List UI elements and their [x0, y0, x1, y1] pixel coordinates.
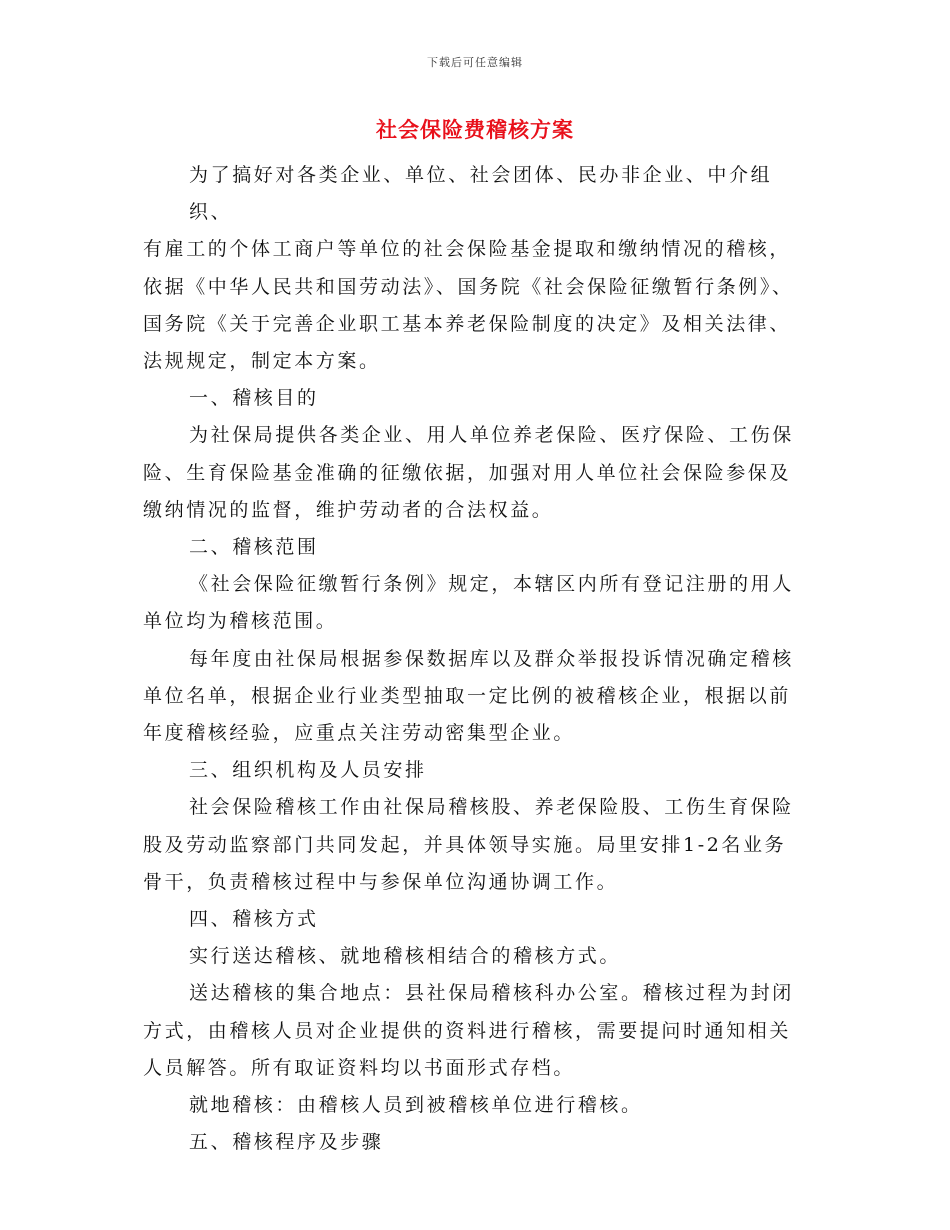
section-heading: 三、组织机构及人员安排	[189, 759, 427, 782]
section-heading: 四、稽核方式	[189, 908, 319, 931]
paragraph-line: 《社会保险征缴暂行条例》规定，本辖区内所有登记注册的用人	[189, 573, 794, 596]
paragraph-line: 实行送达稽核、就地稽核相结合的稽核方式。	[189, 945, 622, 968]
paragraph-line: 缴纳情况的监督，维护劳动者的合法权益。	[143, 498, 554, 521]
paragraph-line: 方式，由稽核人员对企业提供的资料进行稽核，需要提问时通知相关	[143, 1019, 792, 1042]
paragraph-line: 国务院《关于完善企业职工基本养老保险制度的决定》及相关法律、	[143, 312, 792, 335]
paragraph-line: 骨干，负责稽核过程中与参保单位沟通协调工作。	[143, 870, 619, 893]
document-title: 社会保险费稽核方案	[376, 118, 574, 142]
paragraph-line: 单位名单，根据企业行业类型抽取一定比例的被稽核企业，根据以前	[143, 684, 792, 707]
paragraph-line: 年度稽核经验，应重点关注劳动密集型企业。	[143, 722, 576, 745]
paragraph-line: 有雇工的个体工商户等单位的社会保险基金提取和缴纳情况的稽核，	[143, 238, 792, 261]
paragraph-line: 送达稽核的集合地点：县社保局稽核科办公室。稽核过程为封闭	[189, 982, 794, 1005]
paragraph-line: 为社保局提供各类企业、用人单位养老保险、医疗保险、工伤保	[189, 424, 794, 447]
section-heading: 二、稽核范围	[189, 536, 319, 559]
paragraph-line: 为了搞好对各类企业、单位、社会团体、民办非企业、中介组织、	[189, 164, 773, 224]
document-body	[143, 157, 808, 1161]
section-heading: 五、稽核程序及步骤	[189, 1131, 384, 1154]
header-note: 下载后可任意编辑	[427, 56, 523, 69]
paragraph-line: 人员解答。所有取证资料均以书面形式存档。	[143, 1056, 576, 1079]
paragraph-line: 依据《中华人民共和国劳动法》、国务院《社会保险征缴暂行条例》、	[143, 275, 794, 298]
paragraph-line: 社会保险稽核工作由社保局稽核股、养老保险股、工伤生育保险	[189, 796, 794, 819]
paragraph-line: 就地稽核：由稽核人员到被稽核单位进行稽核。	[189, 1094, 643, 1117]
paragraph-line: 股及劳动监察部门共同发起，并具体领导实施。局里安排1-2名业务	[143, 833, 787, 856]
paragraph-line: 险、生育保险基金准确的征缴依据，加强对用人单位社会保险参保及	[143, 461, 792, 484]
section-heading: 一、稽核目的	[189, 387, 319, 410]
paragraph-line: 每年度由社保局根据参保数据库以及群众举报投诉情况确定稽核	[189, 647, 794, 670]
paragraph-line: 法规规定，制定本方案。	[143, 350, 381, 373]
paragraph-line: 单位均为稽核范围。	[143, 610, 338, 633]
